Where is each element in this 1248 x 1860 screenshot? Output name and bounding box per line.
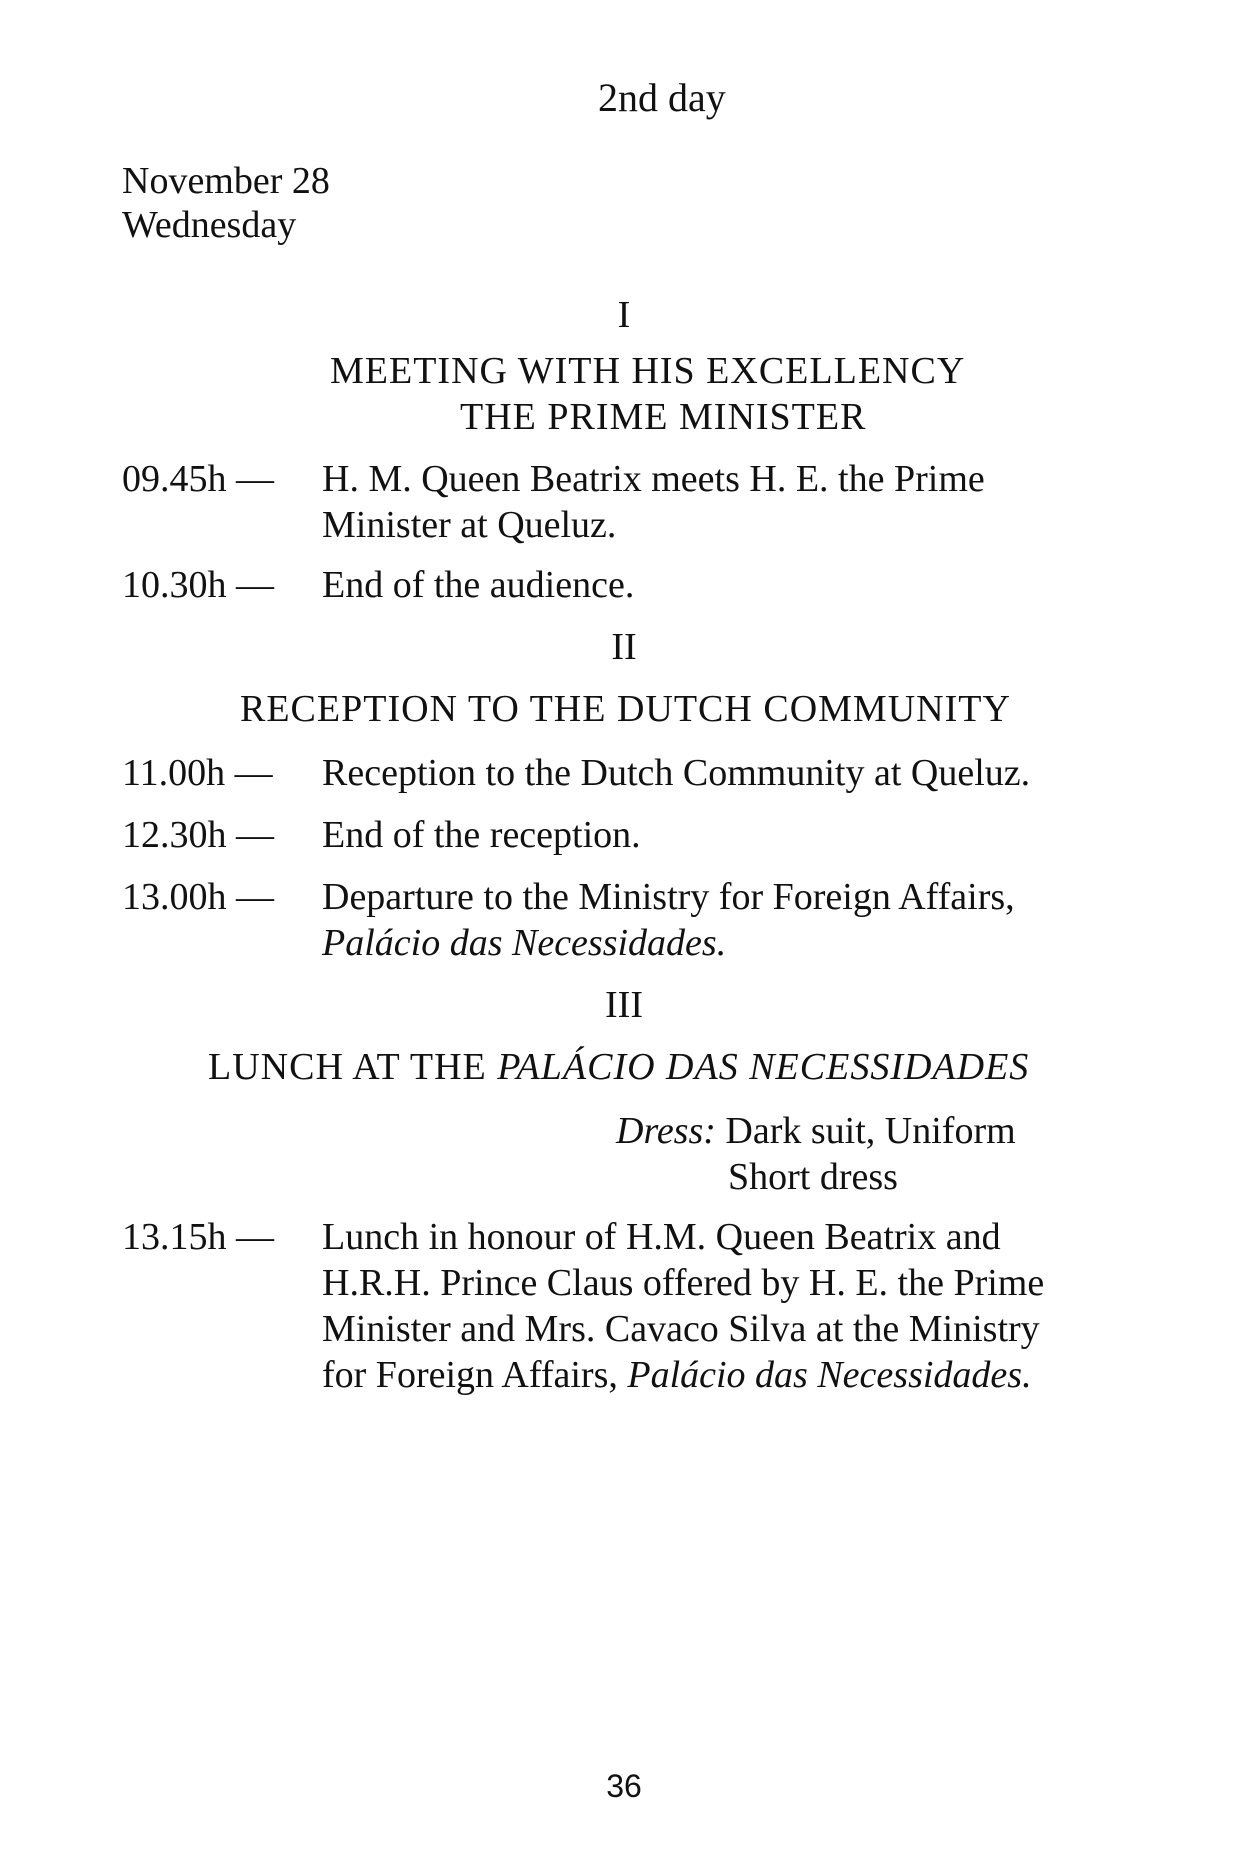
entry-text-line: H.R.H. Prince Claus offered by H. E. the Prime bbox=[322, 1262, 1045, 1304]
section-2-title: RECEPTION TO THE DUTCH COMMUNITY bbox=[240, 688, 1011, 730]
page-number: 36 bbox=[606, 1768, 642, 1804]
entry-time: 10.30h — bbox=[122, 564, 274, 606]
weekday-line: Wednesday bbox=[122, 204, 297, 246]
section-3-title-italic: PALÁCIO DAS NECESSIDADES bbox=[497, 1046, 1030, 1088]
entry-text-line-italic: Palácio das Necessidades. bbox=[322, 922, 727, 964]
section-1-title-line1: MEETING WITH HIS EXCELLENCY bbox=[330, 350, 966, 392]
section-3-title-prefix: LUNCH AT THE bbox=[208, 1046, 498, 1088]
entry-text-line: End of the reception. bbox=[322, 814, 641, 856]
entry-text-line: Departure to the Ministry for Foreign Affairs, bbox=[322, 876, 1015, 918]
section-2-numeral: II bbox=[611, 626, 637, 668]
entry-time: 11.00h — bbox=[122, 752, 273, 794]
dress-line1: Dark suit, Uniform bbox=[725, 1110, 1016, 1152]
entry-time: 09.45h — bbox=[122, 458, 274, 500]
section-3-title bbox=[208, 1048, 1029, 1086]
entry-time: 12.30h — bbox=[122, 814, 274, 856]
entry-text-line: Reception to the Dutch Community at Queluz. bbox=[322, 752, 1031, 794]
section-1-numeral: I bbox=[617, 294, 631, 336]
entry-text-line: H. M. Queen Beatrix meets H. E. the Prime bbox=[322, 458, 985, 500]
entry-text-line: End of the audience. bbox=[322, 564, 635, 606]
dress-label: Dress: bbox=[616, 1110, 716, 1152]
entry-text-prefix: for Foreign Affairs, bbox=[322, 1354, 628, 1396]
entry-time: 13.00h — bbox=[122, 876, 274, 918]
entry-time: 13.15h — bbox=[122, 1216, 274, 1258]
day-label: 2nd day bbox=[598, 75, 726, 120]
date-line: November 28 bbox=[122, 160, 330, 202]
entry-text-line: Minister and Mrs. Cavaco Silva at the Ministry bbox=[322, 1308, 1040, 1350]
entry-text-line: Lunch in honour of H.M. Queen Beatrix and bbox=[322, 1216, 1001, 1258]
dress-line2: Short dress bbox=[728, 1156, 898, 1198]
entry-text-line: Minister at Queluz. bbox=[322, 504, 617, 546]
entry-text-italic: Palácio das Necessidades. bbox=[627, 1354, 1032, 1396]
section-3-numeral: III bbox=[605, 984, 643, 1026]
section-1-title-line2: THE PRIME MINISTER bbox=[460, 396, 867, 438]
dress-code bbox=[616, 1112, 1016, 1150]
entry-text-line bbox=[322, 1356, 1032, 1394]
